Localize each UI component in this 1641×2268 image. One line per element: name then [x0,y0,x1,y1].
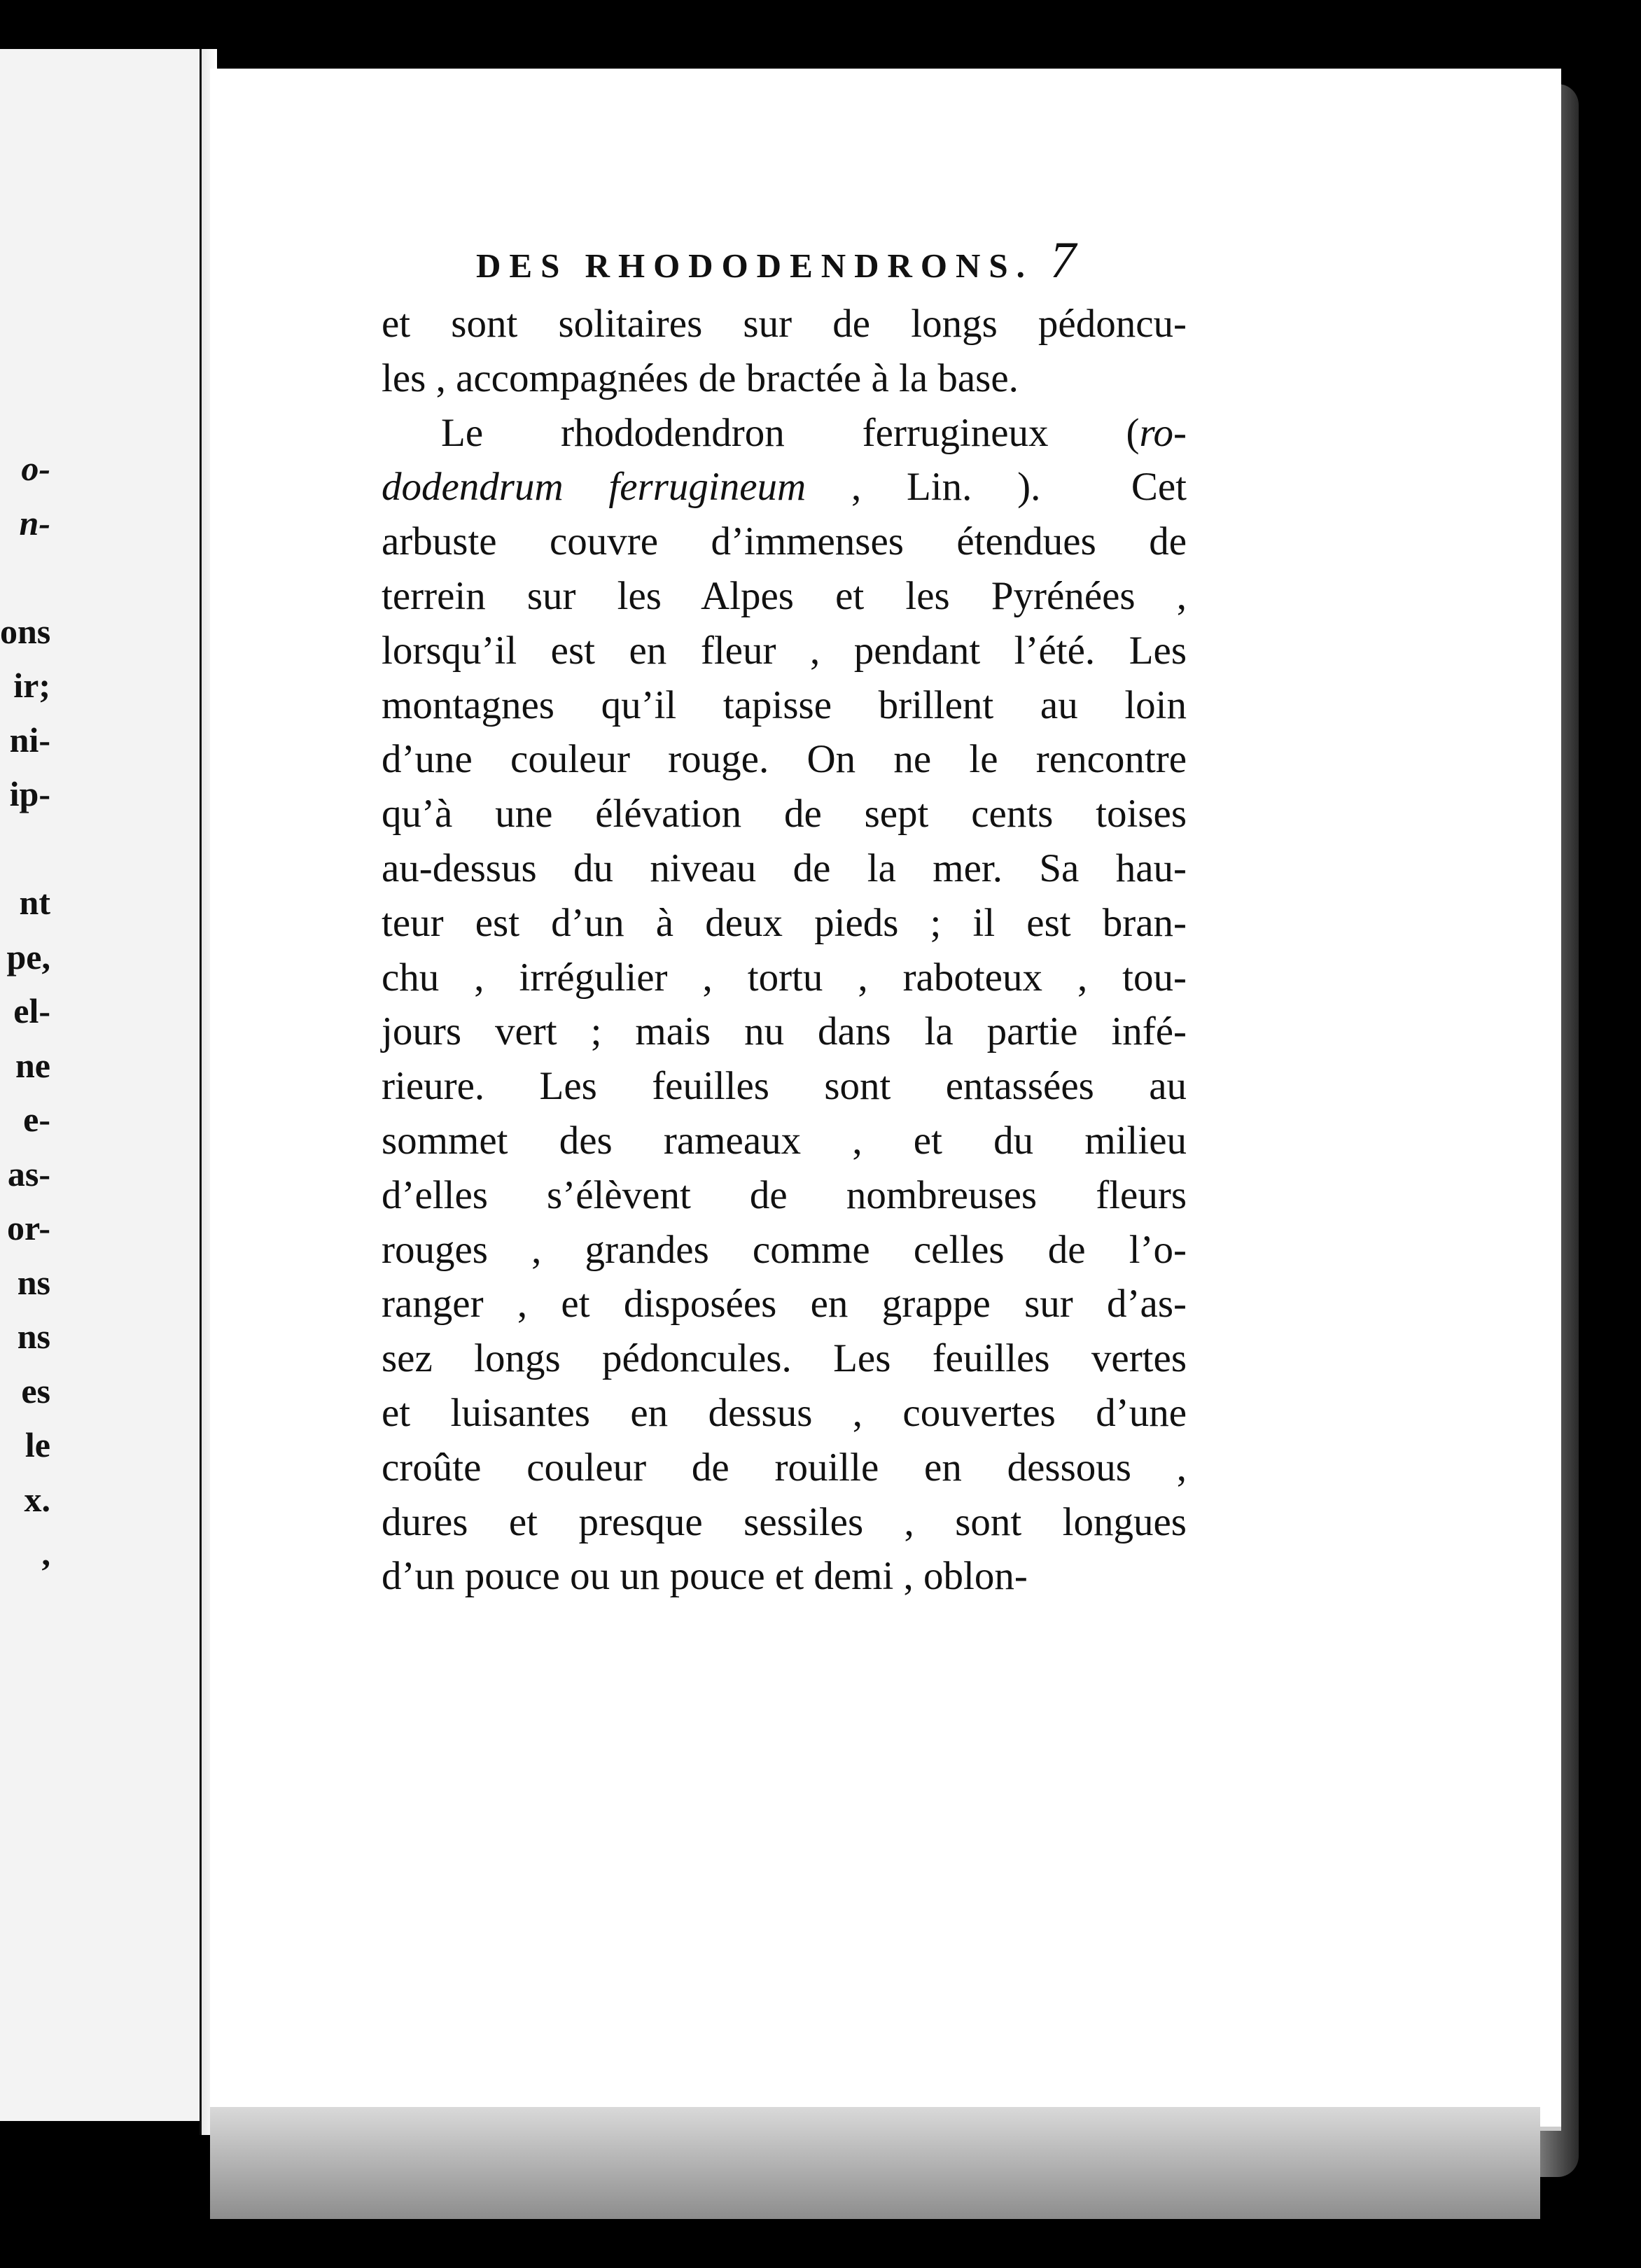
facing-page-line-end: ni- [9,720,50,760]
text-line [382,678,1187,733]
text-line [382,1277,1187,1331]
text-line [382,514,1187,569]
facing-page-line-end: ir; [13,666,50,705]
text-line [382,1386,1187,1441]
text-segment: d’un pouce ou un pouce et demi , oblon- [382,1554,1028,1599]
text-line [382,406,1187,461]
text-line [382,297,1187,351]
facing-page-line-end: as- [7,1154,50,1194]
text-segment: arbuste couvre d’immenses étendues de [382,519,1187,564]
facing-page-line-end: x. [24,1479,50,1519]
text-line [382,896,1187,951]
text-line [382,732,1187,787]
text-segment: ro- [1139,410,1187,455]
facing-page-line-end: , [41,1534,50,1573]
text-line [382,351,1187,406]
text-segment: et luisantes en dessus , couvertes d’une [382,1390,1187,1435]
facing-page-line-end: ip- [9,774,50,813]
text-segment: au-dessus du niveau de la mer. Sa hau- [382,846,1187,890]
facing-page-line-end: el- [13,991,50,1030]
page-bottom-shadow [210,2107,1540,2219]
text-segment: sommet des rameaux , et du milieu [382,1118,1187,1163]
text-segment: d’elles s’élèvent de nombreuses fleurs [382,1172,1187,1217]
text-segment: terrein sur les Alpes et les Pyrénées , [382,573,1187,618]
text-segment: les , accompagnées de bractée à la base. [382,356,1019,400]
facing-page-fragment [0,49,202,2121]
text-line [382,1223,1187,1278]
facing-page-line-end: or- [7,1208,50,1247]
running-head [476,231,1187,287]
facing-page-line-end: ns [17,1262,50,1302]
facing-page-line-end: le [25,1425,50,1464]
text-line [382,460,1187,514]
text-line [382,951,1187,1005]
body-text [382,297,1187,1604]
text-line [382,1059,1187,1114]
text-line [382,624,1187,678]
text-segment: d’une couleur rouge. On ne le rencontre [382,737,1187,782]
text-segment: teur est d’un à deux pieds ; il est bran- [382,900,1187,945]
text-segment: dures et presque sessiles , sont longues [382,1499,1187,1544]
text-segment: rouges , grandes comme celles de l’o- [382,1227,1187,1272]
text-segment: lorsqu’il est en fleur , pendant l’été. Les [382,628,1187,673]
facing-page-line-end: nt [19,883,50,922]
text-line [382,1495,1187,1550]
text-segment: et sont solitaires sur de longs pédoncu- [382,302,1187,346]
text-segment: dodendrum ferrugineum [382,465,806,510]
page-number: 7 [1049,232,1076,289]
text-segment: rieure. Les feuilles sont entassées au [382,1064,1187,1109]
text-segment: jours vert ; mais nu dans la partie infé- [382,1009,1187,1054]
text-segment: sez longs pédoncules. Les feuilles vertes [382,1336,1187,1381]
facing-page-line-end: e- [23,1100,50,1139]
facing-page-line-end: n- [19,503,50,542]
facing-page-line-end: ns [17,1317,50,1356]
text-segment: croûte couleur de rouille en dessous , [382,1445,1187,1490]
text-line [382,841,1187,896]
text-segment: Le rhododendron ferrugineux ( [441,410,1140,455]
facing-page-line-end: es [21,1371,50,1410]
page-text-block [382,231,1187,1604]
text-line [382,1004,1187,1059]
text-line [382,569,1187,624]
text-line [382,1331,1187,1386]
text-segment: , Lin. ). Cet [806,465,1187,510]
text-segment: montagnes qu’il tapisse brillent au loin [382,682,1187,727]
text-line [382,1168,1187,1223]
facing-page-line-end: ons [0,611,51,651]
running-head-title: DES RHODODENDRONS. [476,246,1033,285]
text-line [382,1549,1187,1604]
facing-page-line-end: pe, [6,937,50,976]
text-segment: chu , irrégulier , tortu , raboteux , tou- [382,955,1187,1000]
facing-page-line-end: ne [15,1045,50,1085]
text-line [382,1114,1187,1168]
text-line [382,1441,1187,1495]
text-line [382,787,1187,841]
facing-page-line-end: o- [21,449,50,488]
text-segment: qu’à une élévation de sept cents toises [382,792,1187,836]
text-segment: ranger , et disposées en grappe sur d’as- [382,1282,1187,1326]
